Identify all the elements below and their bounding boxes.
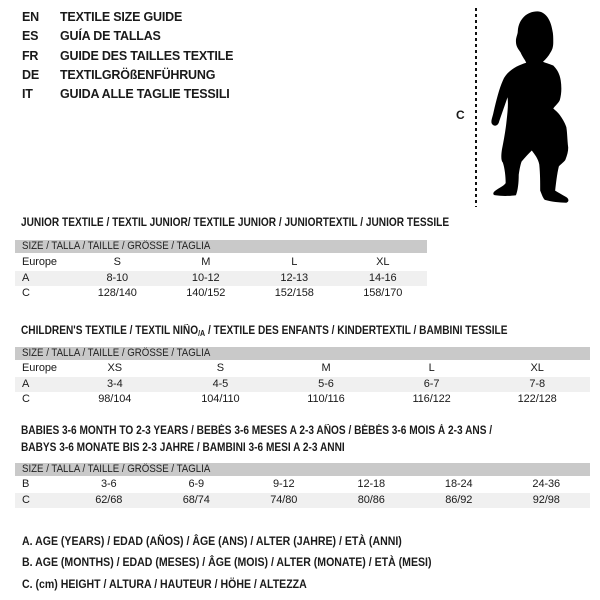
children-size-header-bar [15,347,590,360]
height-cell: 104/110 [201,393,240,405]
size-cell: L [291,256,298,268]
junior-sizes-row [15,255,427,271]
size-cell: S [216,362,225,374]
height-cell: 152/158 [274,287,314,299]
language-title: GUÍA DE TALLAS [60,29,161,44]
height-measure-label: C [456,108,465,122]
baby-silhouette-icon [487,2,599,214]
row-label-cell: A [22,271,30,284]
footnote-a [22,531,487,552]
size-cell: S [113,256,121,268]
children-sizes-row [15,361,590,377]
age-cell: 8-10 [106,271,129,284]
row-label-cell: A [22,377,30,390]
row-label-cell: Europe [22,256,57,268]
size-cell: XL [376,256,390,268]
language-row-en [22,8,233,27]
age-cell: 10-12 [191,271,220,284]
language-title: GUIDE DES TAILLES TEXTILE [60,48,234,63]
language-code: DE [22,67,39,82]
children-table-title-text [21,325,507,338]
age-cell: 4-5 [212,377,229,390]
height-cell: 110/116 [307,393,345,405]
babies-table-title [21,423,556,457]
height-cell: 86/92 [445,493,473,506]
language-code: ES [22,29,39,44]
size-cell: M [201,256,211,268]
junior-table-title-text: JUNIOR TEXTILE / TEXTIL JUNIOR/ TEXTILE JUNIOR / JUNIORTEXTIL / JUNIOR TESSILE [21,217,450,229]
age-cell: 5-6 [318,377,334,390]
age-cell: 24-36 [532,478,561,490]
row-label-cell: B [22,478,30,490]
language-title: TEXTILE SIZE GUIDE [60,10,183,24]
size-header-text: SIZE / TALLA / TAILLE / GRÖSSE / TAGLIA [22,463,211,475]
height-cell: 128/140 [97,287,137,299]
age-cell: 3-6 [100,478,117,490]
language-row-it [22,85,233,104]
row-label-cell: C [22,287,30,299]
title-part: / TEXTILE DES ENFANTS / KINDERTEXTIL / BAMBINI TESSILE [205,325,508,337]
footnote-c [22,574,487,595]
age-cell: 3-4 [106,377,123,390]
language-code: FR [22,48,39,63]
height-cell: 62/68 [95,493,123,506]
height-cell: 116/122 [412,393,451,405]
footnote-b [22,552,487,573]
height-measure-dashed-line [475,8,477,207]
height-cell: 80/86 [357,493,385,506]
size-cell: L [428,362,435,374]
height-cell: 140/152 [186,287,226,299]
height-cell: 74/80 [270,493,298,506]
babies-table-title-line2: BABYS 3-6 MONATE BIS 2-3 JAHRE / BAMBINI 3-6 MESI A 2-3 ANNI [21,442,345,454]
size-cell: XS [107,362,123,374]
age-cell: 12-13 [280,271,309,284]
footnote-legend [22,531,487,595]
size-header-text: SIZE / TALLA / TAILLE / GRÖSSE / TAGLIA [22,347,211,359]
children-height-row [15,392,590,408]
row-label-cell: C [22,493,30,506]
size-cell: M [321,362,331,374]
babies-size-header-bar [15,463,590,476]
age-cell: 12-18 [357,478,386,490]
language-row-de [22,66,233,85]
junior-size-header-bar [15,240,427,253]
footnote-a-text: A. AGE (YEARS) / EDAD (AÑOS) / ÂGE (ANS) / ALTER (JAHRE) / ETÀ (ANNI) [22,534,402,548]
children-age-row [15,377,590,393]
size-cell: XL [530,362,544,374]
title-part: CHILDREN'S TEXTILE / TEXTIL NIÑO [21,325,199,337]
age-cell: 18-24 [444,478,473,490]
age-cell: 6-7 [423,377,440,390]
height-cell: 158/170 [363,287,403,299]
junior-age-row [15,271,427,287]
height-cell: 98/104 [98,393,132,405]
junior-table-title [21,217,507,229]
height-cell: 68/74 [182,493,210,506]
title-subscript: /A [198,329,206,338]
junior-height-row [15,286,427,302]
babies-table-title-line1: BABIES 3-6 MONTH TO 2-3 YEARS / BEBÉS 3-6 MESES A 2-3 AÑOS / BÉBÉS 3-6 MOIS À 2-3 ANS / [21,425,493,437]
height-cell: 122/128 [517,393,557,405]
language-title: GUIDA ALLE TAGLIE TESSILI [60,87,230,102]
age-cell: 7-8 [529,377,545,390]
age-cell: 9-12 [272,478,295,490]
footnote-b-text: B. AGE (MONTHS) / EDAD (MESES) / ÂGE (MOIS) / ALTER (MONATE) / ETÀ (MESI) [22,555,432,570]
language-title: TEXTILGRÖßENFÜHRUNG [60,67,216,82]
size-header-text: SIZE / TALLA / TAILLE / GRÖSSE / TAGLIA [22,240,211,252]
language-row-es [22,27,233,46]
language-title-list [22,8,233,104]
language-code: EN [22,10,39,24]
age-cell: 6-9 [188,478,205,490]
row-label-cell: Europe [22,362,57,374]
row-label-cell: C [22,393,30,405]
babies-age-row [15,477,590,493]
age-cell: 14-16 [368,271,397,284]
footnote-c-text: C. (cm) HEIGHT / ALTURA / HAUTEUR / HÖHE / ALTEZZA [22,576,307,591]
children-table-title [21,325,574,338]
babies-height-row [15,493,590,509]
language-code: IT [22,87,33,102]
language-row-fr [22,47,233,66]
height-cell: 92/98 [532,493,560,506]
